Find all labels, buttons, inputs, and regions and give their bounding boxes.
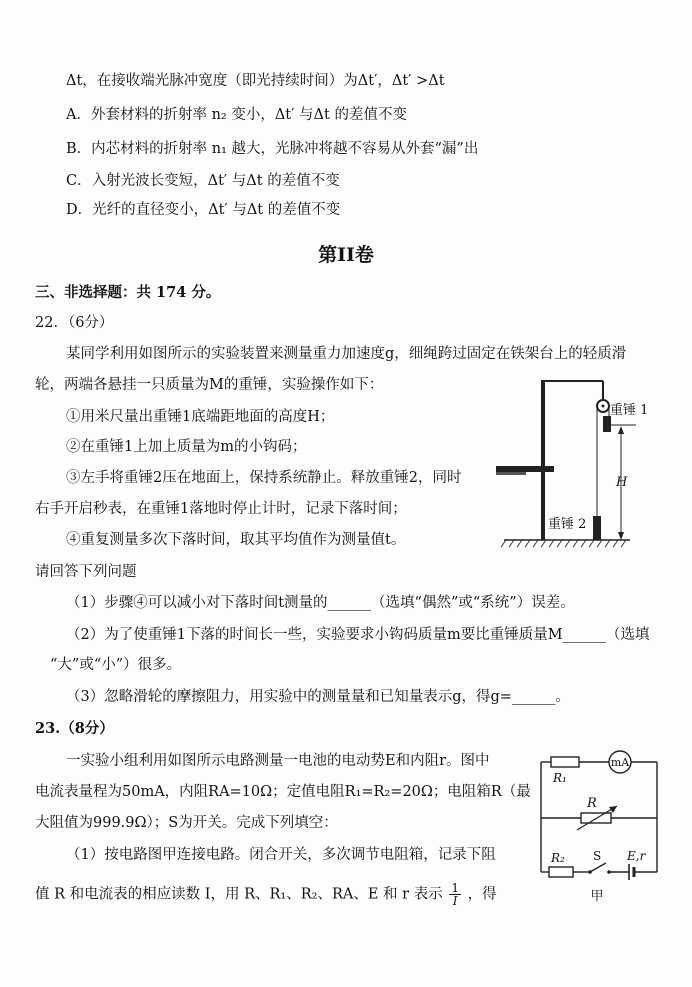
height-label: H [616,475,628,490]
q23-para-5-tail: ，得 [467,886,497,903]
r2-label: R₂ [551,851,565,865]
fraction-denominator: I [452,894,458,908]
q23-para-4: （1）按电路图甲连接电路。闭合开关，多次调节电阻箱，记录下阻 [66,847,496,863]
stand-post [541,380,545,540]
q23-header: 23.（8分） [35,720,114,737]
q23-para-1: 一实验小组利用如图所示电路测量一电池的电动势E和内阻r。图中 [66,753,490,769]
table-clamp [496,466,554,472]
resistor-r2 [549,867,573,877]
q23-para-5 [35,882,497,907]
height-arrow-bottom [618,532,624,540]
height-arrow-top [618,426,624,434]
volume-title: 第II卷 [318,244,374,266]
q22-header: 22．（6分） [35,315,114,331]
table-clamp-under [496,472,526,475]
q22-para-1: 某同学利用如图所示的实验装置来测量重力加速度g，细绳跨过固定在铁架台上的轻质滑 [66,346,627,362]
r1-label: R₁ [553,771,567,785]
fraction-one-over-i [449,882,461,907]
q23-para-3: 大阻值为999.9Ω）；S为开关。完成下列填空： [35,815,338,831]
q22-sub-2b: “大”或“小”）很多。 [50,657,182,673]
weight-1 [603,416,611,432]
q22-step-1: ①用米尺量出重锤1底端距地面的高度H； [66,409,335,425]
q23-para-5-text: 值 R 和电流表的相应读数 I，用 R、R₁、R₂、RA、E 和 r 表示 [35,886,443,903]
q23-circuit-figure [533,748,668,908]
q21-option-d: D．光纤的直径变小，Δt′ 与Δt 的差值不变 [66,202,341,218]
q22-ask: 请回答下列问题 [35,564,137,580]
q23-para-2: 电流表量程为50mA，内阻RA=10Ω；定值电阻R₁=R₂=20Ω；电阻箱R（最 [35,784,531,800]
pulley-axle [602,405,605,408]
q22-step-3b: 右手开启秒表，在重锤1落地时停止计时，记录下落时间； [35,501,407,517]
resistor-r1 [551,757,579,767]
switch-label: S [593,849,602,863]
weight-2-label: 重锤 2 [548,517,587,532]
q22-sub-2a: （2）为了使重锤1下落的时间长一些，实验要求小钩码质量m要比重锤质量M______（选填 [66,627,650,643]
switch-lever [590,863,606,872]
ground-hatching [501,540,626,547]
section-heading: 三、非选择题：共 174 分。 [35,284,221,301]
q21-stem-tail: Δt，在接收端光脉冲宽度（即光持续时间）为Δt′，Δt′ >Δt [66,73,445,89]
q22-step-2: ②在重锤1上加上质量为m的小钩码； [66,439,307,455]
figure-caption: 甲 [590,889,604,904]
q22-apparatus-figure [490,368,650,550]
fraction-numerator: 1 [451,881,459,895]
milliammeter-label: mA [610,756,630,769]
q22-step-4: ④重复测量多次下落时间，取其平均值作为测量值t。 [66,532,406,548]
r-label: R [587,796,597,811]
q22-sub-3: （3）忽略滑轮的摩擦阻力，用实验中的测量量和已知量表示g，得g=______。 [66,689,570,705]
q21-option-b: B．内芯材料的折射率 n₁ 越大，光脉冲将越不容易从外套“漏”出 [66,141,479,157]
q22-para-2: 轮，两端各悬挂一只质量为M的重锤，实验操作如下： [35,377,384,393]
q22-sub-1: （1）步骤④可以减小对下落时间t测量的______（选填“偶然”或“系统”）误差。 [66,595,575,611]
q21-option-c: C．入射光波长变短，Δt′ 与Δt 的差值不变 [66,173,340,189]
q21-option-a: A．外套材料的折射率 n₂ 变小，Δt′ 与Δt 的差值不变 [66,107,407,123]
battery-label: E,r [627,849,646,863]
q22-step-3a: ③左手将重锤2压在地面上，保持系统静止。释放重锤2，同时 [66,470,462,486]
weight-1-label: 重锤 1 [610,403,649,418]
weight-2 [593,516,601,540]
